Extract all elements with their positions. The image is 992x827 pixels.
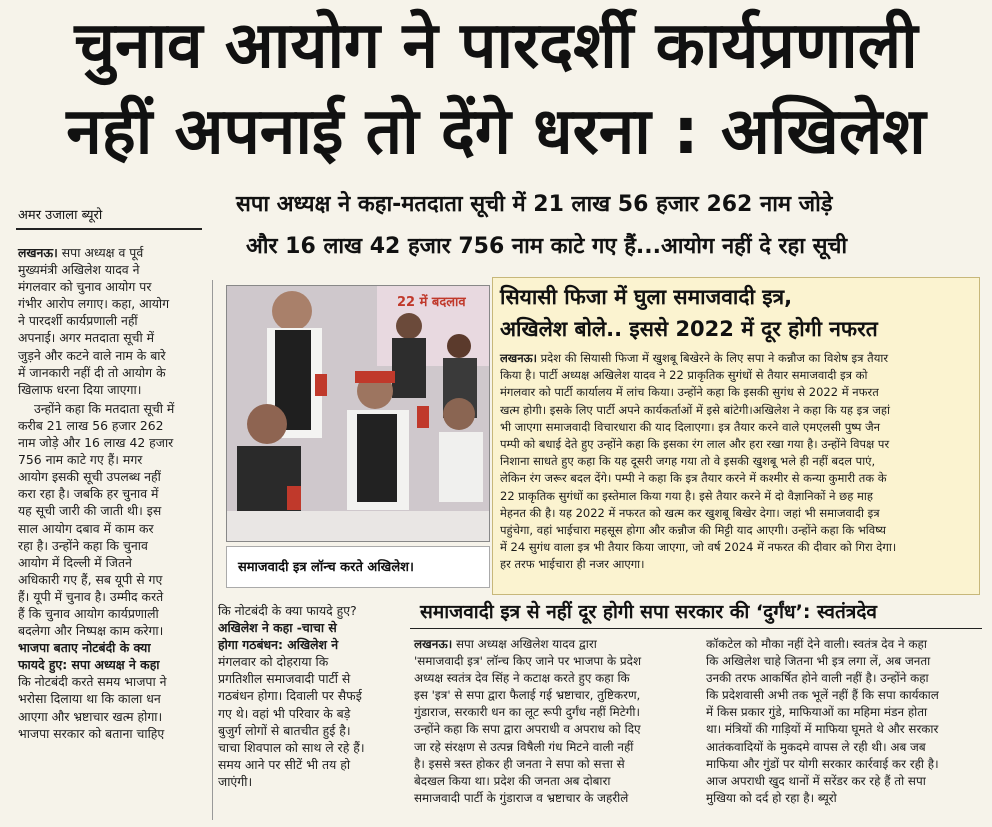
second-story-line: इस 'इत्र' से सपा द्वारा फैलाई गई भ्रष्टाचार, तुष्टिकरण, bbox=[414, 688, 641, 703]
left-column-line: यह सूची जारी की जाती थी। इस bbox=[18, 503, 162, 519]
subheadline-line-2: और 16 लाख 42 हजार 756 नाम काटे गए हैं...आयोग नहीं दे रहा सूची bbox=[246, 234, 848, 259]
left-column-line: 756 नाम काटे गए हैं। मगर bbox=[18, 452, 143, 468]
left-column-line: करीब 21 लाख 56 हजार 262 bbox=[18, 417, 164, 433]
second-story-line: कि प्रदेशवासी अभी तक भूलें नहीं हैं कि सपा कार्यकाल bbox=[706, 688, 939, 703]
second-story-line: कॉकटेल को मौका नहीं देने वाली। स्वतंत्र देव ने कहा bbox=[706, 637, 927, 651]
dateline: लखनऊ। bbox=[18, 245, 58, 260]
box-body-line: निशाना साधते हुए कहा कि यह दूसरी जगह गया तो वे इसकी खुशबू भले ही नहीं बदल पाएं, bbox=[500, 454, 876, 469]
second-story-line: उनकी तरफ आकर्षित होने वाली नहीं है। उन्होंने कहा bbox=[706, 671, 929, 686]
middle-column-line: मंगलवार को दोहराया कि bbox=[218, 654, 329, 670]
box-body-line: भी जाएगा समाजवादी विचारधारा की याद दिलाएगा। इत्र तैयार करने वाले एमएलसी पुष्प जैन bbox=[500, 419, 881, 434]
box-body-line: मेहनत की है। यह 2022 में नफरत को खत्म कर खुशबू बिखेर देगा। जहां भी समाजवादी इत्र bbox=[500, 505, 880, 520]
second-story-line: बेदखल किया था। प्रदेश की जनता अब दोबारा bbox=[414, 773, 611, 788]
box-body-line: लखनऊ। प्रदेश की सियासी फिजा में खुशबू बिखेरने के लिए सपा ने कन्नौज का विशेष इत्र तैयार bbox=[500, 351, 889, 365]
second-story-headline: समाजवादी इत्र से नहीं दूर होगी सपा सरकार की ‘दुर्गंध’: स्वतंत्रदेव bbox=[420, 601, 877, 623]
byline-rule bbox=[16, 228, 202, 230]
middle-column bbox=[218, 602, 400, 790]
left-column-line: भरोसा दिलाया था कि काला धन bbox=[18, 691, 161, 707]
left-column-line: ने पारदर्शी कार्यप्रणाली नहीं bbox=[18, 313, 138, 329]
left-column-line: साल आयोग दबाव में काम कर bbox=[18, 520, 154, 536]
left-column-line: अपनाई। अगर मतदाता सूची में bbox=[18, 330, 155, 346]
second-story-line: मुखिया को दर्द हो रहा है। ब्यूरो bbox=[706, 790, 837, 805]
second-story-line: समाजवादी पार्टी के गुंडाराज व भ्रष्टाचार के जहरीले bbox=[414, 790, 629, 805]
second-story-line: उन्होंने कहा कि सपा द्वारा अपराधी व अपराध को दिए bbox=[414, 722, 641, 737]
middle-column-line: होगा गठबंधन: अखिलेश ने bbox=[218, 637, 339, 653]
second-story-column-a bbox=[414, 636, 696, 807]
photo-caption: समाजवादी इत्र लॉन्च करते अखिलेश। bbox=[238, 560, 414, 575]
left-column-line: में जानकारी नहीं दी तो आयोग के bbox=[18, 364, 166, 380]
second-story-line: गुंडाराज, सरकारी धन का लूट रूपी दुर्गंध नहीं मिटेगी। bbox=[414, 705, 641, 720]
left-column-line: आयोग इसकी सूची उपलब्ध नहीं bbox=[18, 469, 161, 485]
box-body-line: 22 प्राकृतिक सुगंधों का इस्तेमाल किया गया है। इसे तैयार करने में दो वैज्ञानिकों ने छह माह bbox=[500, 488, 873, 503]
left-column-line: आएगा और भ्रष्टाचार खत्म होगा। bbox=[18, 708, 163, 724]
second-story-line: जा रहे संरक्षण से उत्पन्न विषैली गंध मिटने वाली नहीं bbox=[414, 739, 634, 754]
middle-column-line: कि नोटबंदी के क्या फायदे हुए? bbox=[218, 603, 357, 618]
box-body-line: पम्पी को बधाई देते हुए उन्होंने कहा कि इसका रंग लाल और हरा रखा गया है। उन्होंने विपक्ष पर bbox=[500, 437, 890, 452]
box-body-line: मंगलवार को पार्टी कार्यालय में लांच किया। उन्होंने कहा कि इसकी सुगंध से 2022 में नफरत bbox=[500, 385, 879, 400]
middle-column-line: जाएंगी। bbox=[218, 773, 253, 789]
left-column-line: आयोग में दिल्ली में जितने bbox=[18, 554, 132, 570]
dateline: लखनऊ। bbox=[500, 351, 537, 365]
left-column bbox=[18, 244, 206, 742]
column-divider bbox=[212, 280, 213, 820]
subheadline-line-1: सपा अध्यक्ष ने कहा-मतदाता सूची में 21 लाख 56 हजार 262 नाम जोड़े bbox=[236, 192, 833, 217]
box-body-line: किया है। पार्टी अध्यक्ष अखिलेश यादव ने 22 प्राकृतिक सुगंधों से तैयार समाजवादी इत्र को bbox=[500, 368, 868, 383]
middle-column-line: प्रगतिशील समाजवादी पार्टी से bbox=[218, 671, 351, 687]
left-column-line: मंगलवार को चुनाव आयोग पर bbox=[18, 279, 152, 295]
middle-column-line: गठबंधन होगा। दिवाली पर सैफई bbox=[218, 688, 362, 704]
box-headline-line-2: अखिलेश बोले.. इससे 2022 में दूर होगी नफरत bbox=[500, 317, 878, 341]
photo-illustration bbox=[227, 286, 489, 541]
left-column-line: जुड़ने और कटने वाले नाम के बारे bbox=[18, 347, 166, 363]
box-body-line: लेकिन रंग जरूर बदल देंगे। पम्पी ने कहा कि इत्र तैयार करने में कश्मीर से कन्या कुमारी तक के bbox=[500, 471, 887, 486]
middle-column-line: समय आने पर सीटें भी तय हो bbox=[218, 756, 351, 772]
second-story-rule bbox=[410, 628, 982, 629]
second-story-line: है। इससे त्रस्त होकर ही जनता ने सपा को सत्ता से bbox=[414, 756, 625, 771]
left-column-line: भाजपा बताए नोटबंदी के क्या bbox=[18, 640, 151, 656]
left-column-line: अधिकारी गए हैं, सब यूपी से गए bbox=[18, 571, 163, 587]
left-column-line: हैं कि चुनाव आयोग कार्यप्रणाली bbox=[18, 605, 159, 621]
left-column-line: बदलेगा और निष्पक्ष काम करेगा। bbox=[18, 623, 164, 639]
middle-column-line: गए थे। वहां भी परिवार के बड़े bbox=[218, 705, 351, 721]
headline-line-1: चुनाव आयोग ने पारदर्शी कार्यप्रणाली bbox=[74, 9, 918, 83]
box-body-line: हर तरफ भाईचारा ही नजर आएगा। bbox=[500, 557, 645, 572]
second-story-line: था। मंत्रियों की गाड़ियों में माफिया घूमते थे और सरकार bbox=[706, 722, 939, 737]
left-column-line: गंभीर आरोप लगाए। कहा, आयोग bbox=[18, 296, 170, 312]
box-body bbox=[500, 350, 972, 574]
second-story-line: माफिया और गुंडों पर योगी सरकार कार्रवाई कर रही है। bbox=[706, 756, 939, 771]
box-headline-line-1: सियासी फिजा में घुला समाजवादी इत्र, bbox=[500, 285, 793, 309]
left-column-line: उन्होंने कहा कि मतदाता सूची में bbox=[34, 400, 175, 416]
headline-line-2: नहीं अपनाई तो देंगे धरना : अखिलेश bbox=[66, 95, 926, 169]
second-story-line: आतंकवादियों के मुकदमे वापस ले रही थी। अब जब bbox=[706, 739, 926, 754]
left-column-line: लखनऊ। सपा अध्यक्ष व पूर्व bbox=[18, 245, 144, 260]
launch-photo bbox=[226, 285, 490, 542]
middle-column-line: चाचा शिवपाल को साथ ले रहे हैं। bbox=[218, 739, 365, 755]
dateline: लखनऊ। bbox=[414, 637, 453, 651]
second-story-line: कि अखिलेश चाहे जितना भी इत्र लगा लें, अब जनता bbox=[706, 654, 931, 669]
left-column-line: रहा है। उन्होंने कहा कि चुनाव bbox=[18, 537, 148, 553]
middle-column-line: अखिलेश ने कहा -चाचा से bbox=[218, 620, 337, 636]
second-story-line: में किस प्रकार गुंडे, माफियाओं का महिमा मंडन होता bbox=[706, 705, 928, 720]
second-story-line: अध्यक्ष स्वतंत्र देव सिंह ने कटाक्ष करते हुए कहा कि bbox=[414, 671, 630, 686]
second-story-column-b bbox=[706, 636, 982, 807]
box-body-line: में 24 सुगंध वाला इत्र भी तैयार किया जाएगा, जो वर्ष 2024 में नफरत की दीवार को गिरा देगा। bbox=[500, 540, 897, 555]
box-body-line: खत्म होगी। इसके लिए पार्टी अपने कार्यकर्ताओं में इसे बांटेगी।अखिलेश ने कहा कि यह इत्र जहां bbox=[500, 402, 890, 417]
left-column-line: खिलाफ धरना दिया जाएगा। bbox=[18, 381, 142, 397]
left-column-line: हैं। यूपी में चुनाव है। उम्मीद करते bbox=[18, 588, 164, 604]
second-story-line: आज अपराधी खुद थानों में सरेंडर कर रहे हैं तो सपा bbox=[706, 773, 926, 788]
left-column-line: कि नोटबंदी करते समय भाजपा ने bbox=[18, 674, 167, 690]
left-column-line: मुख्यमंत्री अखिलेश यादव ने bbox=[18, 262, 140, 278]
second-story-line: लखनऊ। सपा अध्यक्ष अखिलेश यादव द्वारा bbox=[414, 637, 597, 651]
left-column-line: नाम जोड़े और 16 लाख 42 हजार bbox=[18, 435, 174, 451]
second-story-line: 'समाजवादी इत्र' लॉन्च किए जाने पर भाजपा के प्रदेश bbox=[414, 654, 642, 669]
middle-column-line: बुजुर्ग लोगों से बातचीत हुई है। bbox=[218, 722, 351, 738]
box-body-line: पहुंचेगा, वहां भाईचारा महसूस होगा और कन्नौज की मिट्टी याद आएगी। उन्होंने कहा कि भविष्य bbox=[500, 523, 886, 538]
left-column-line: फायदे हुए: सपा अध्यक्ष ने कहा bbox=[18, 657, 160, 673]
left-column-line: करा रहा है। जबकि हर चुनाव में bbox=[18, 486, 159, 502]
byline: अमर उजाला ब्यूरो bbox=[18, 208, 103, 223]
left-column-line: भाजपा सरकार को बताना चाहिए bbox=[18, 725, 165, 741]
photo-banner-text: 22 में बदलाव bbox=[397, 295, 466, 310]
